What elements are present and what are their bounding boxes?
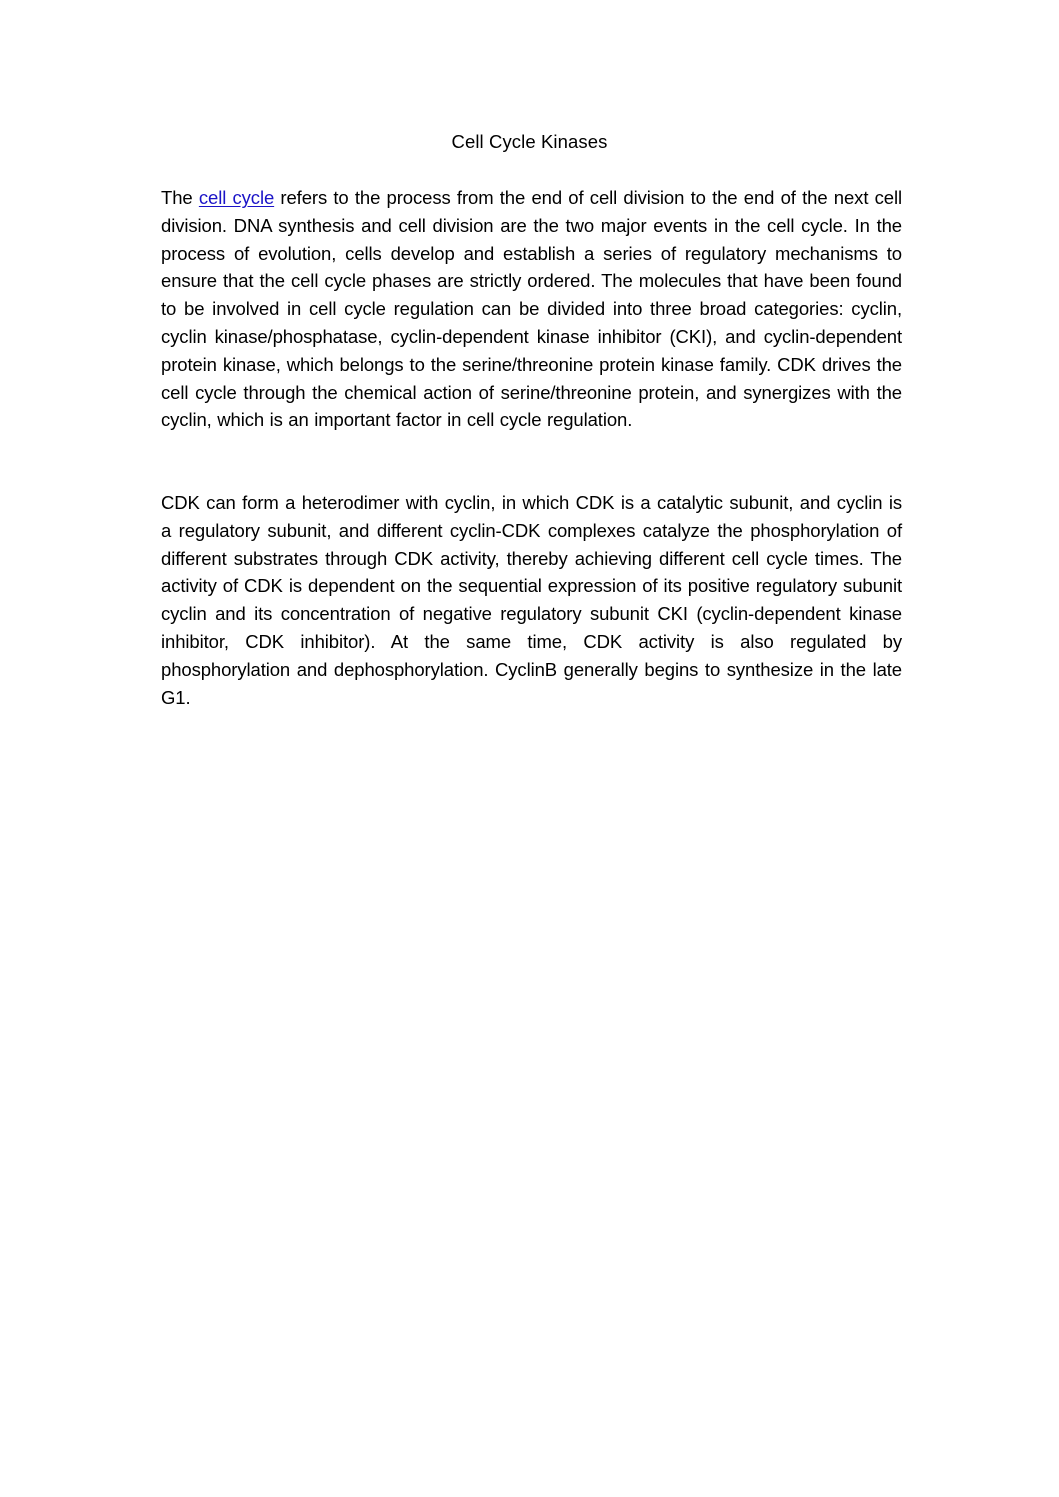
document-title: Cell Cycle Kinases	[451, 131, 608, 152]
paragraph-1-body: refers to the process from the end of cell division to the end of the next cell division. DNA synthesis and cell division are the two major events in the cell cycle. In the process of evolution, cells develop and establish a series of regulatory mechanisms to ensure that the cell cycle phases are strictly ordered. The molecules that have been found to be involved in cell cycle regulation can be divided into three broad categories: cyclin, cyclin kinase/phosphatase, cyclin-dependent kinase inhibitor (CKI), and cyclin-dependent protein kinase, which belongs to the serine/threonine protein kinase family. CDK drives the cell cycle through the chemical action of serine/threonine protein, and synergizes with the cyclin, which is an important factor in cell cycle regulation.	[161, 187, 902, 431]
paragraph-1-text	[161, 184, 902, 434]
paragraph-2-text: CDK can form a heterodimer with cyclin, in which CDK is a catalytic subunit, and cyclin is a regulatory subunit, and different cyclin-CDK complexes catalyze the phosphorylation of different substrates through CDK activity, thereby achieving different cell cycle times. The activity of CDK is dependent on the sequential expression of its positive regulatory subunit cyclin and its concentration of negative regulatory subunit CKI (cyclin-dependent kinase inhibitor, CDK inhibitor). At the same time, CDK activity is also regulated by phosphorylation and dephosphorylation. CyclinB generally begins to synthesize in the late G1.	[161, 492, 902, 708]
cell-cycle-link[interactable]: cell cycle	[198, 187, 275, 208]
paragraph-1-prefix: The	[161, 187, 199, 208]
paragraph-cell-cycle-intro	[161, 184, 902, 434]
paragraph-cdk-heterodimer	[161, 489, 902, 711]
